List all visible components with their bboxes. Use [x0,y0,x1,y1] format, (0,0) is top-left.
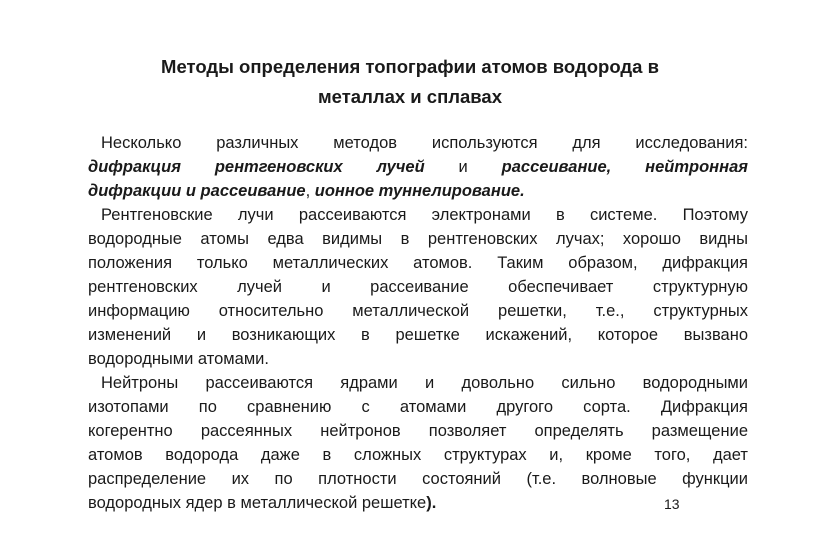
page-number: 13 [664,496,680,512]
para2-line-6: изменений и возникающих в решетке искажений, которое вызвано [88,326,748,344]
para3-line-4: атомов водорода даже в сложных структурах и, кроме того, дает [88,446,748,464]
para1-line-3 [88,180,748,202]
para2-line-4: рентгеновских лучей и рассеивание обеспечивает структурную [88,278,748,296]
title-line-1: Методы определения топографии атомов водорода в [161,56,659,77]
para3-line-6 [88,492,748,514]
para3-line-1: Нейтроны рассеиваются ядрами и довольно сильно водородными [101,374,748,392]
para3-line-2: изотопами по сравнению с атомами другого сорта. Дифракция [88,398,748,416]
para3-last-text: водородных ядер в металлической решетке [88,494,427,512]
para1-method-scatter: рассеивание, нейтронная [501,158,749,176]
para1-method-diffraction: дифракции и рассеивание [88,182,306,200]
para2-line-1: Рентгеновские лучи рассеиваются электронами в системе. Поэтому [101,206,748,224]
para3-last-punct: ). [426,494,437,512]
para3-line-5: распределение их по плотности состояний (т.е. волновые функции [88,470,748,488]
para1-line-1: Несколько различных методов используются для исследования: [101,134,748,152]
para2-line-3: положения только металлических атомов. Таким образом, дифракция [88,254,748,272]
para2-line-7: водородными атомами. [88,350,269,368]
title-line-2: металлах и сплавах [317,86,503,107]
para1-method-xray: дифракция рентгеновских лучей [88,158,425,176]
slide-title [0,52,820,112]
para1-separator: , [305,182,315,200]
para3-line-3: когерентно рассеянных нейтронов позволяет определять размещение [88,422,748,440]
para2-line-2: водородные атомы едва видимы в рентгеновских лучах; хорошо видны [88,230,748,248]
para1-method-ion: ионное туннелирование. [314,182,525,200]
para1-connector: и [424,158,502,176]
para1-line-2 [88,156,748,178]
para2-line-5: информацию относительно металлической решетки, т.е., структурных [88,302,748,320]
